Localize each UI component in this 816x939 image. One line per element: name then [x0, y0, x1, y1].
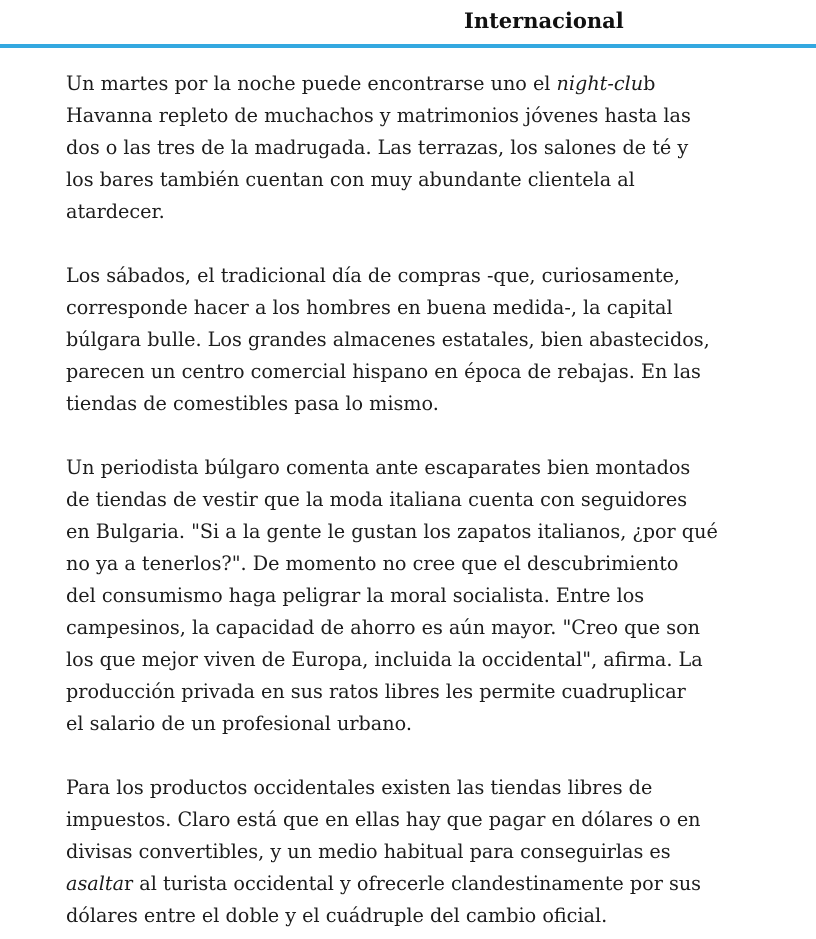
- text-line: Los sábados, el tradicional día de compras -que, curiosamente,: [66, 264, 680, 287]
- text-line: atardecer.: [66, 200, 165, 223]
- text-line: corresponde hacer a los hombres en buena medida-, la capital: [66, 296, 673, 319]
- text-line: los bares también cuentan con muy abundante clientela al: [66, 168, 635, 191]
- text-line: el salario de un profesional urbano.: [66, 712, 412, 735]
- text-line: Havanna repleto de muchachos y matrimonios jóvenes hasta las: [66, 104, 691, 127]
- text-line: impuestos. Claro está que en ellas hay que pagar en dólares o en: [66, 808, 701, 831]
- article-body: [66, 68, 766, 932]
- paragraph-2: [66, 260, 766, 420]
- text-line: parecen un centro comercial hispano en época de rebajas. En las: [66, 360, 701, 383]
- text-line: asaltar al turista occidental y ofrecerle clandestinamente por sus: [66, 872, 702, 895]
- text-line: no ya a tenerlos?". De momento no cree que el descubrimiento: [66, 552, 679, 575]
- text-line: búlgara bulle. Los grandes almacenes estatales, bien abastecidos,: [66, 328, 710, 351]
- text-line: tiendas de comestibles pasa lo mismo.: [66, 392, 439, 415]
- text-line: Un martes por la noche puede encontrarse uno el night-club: [66, 72, 656, 95]
- text-line: campesinos, la capacidad de ahorro es aún mayor. "Creo que son: [66, 616, 700, 639]
- italic-term: night-clu: [556, 72, 644, 95]
- text-line: del consumismo haga peligrar la moral socialista. Entre los: [66, 584, 645, 607]
- text-line: de tiendas de vestir que la moda italiana cuenta con seguidores: [66, 488, 688, 511]
- italic-term: asalta: [66, 872, 125, 895]
- text-line: dos o las tres de la madrugada. Las terrazas, los salones de té y: [66, 136, 689, 159]
- section-title: Internacional: [464, 8, 624, 33]
- text-line: Un periodista búlgaro comenta ante escaparates bien montados: [66, 456, 691, 479]
- text-line: en Bulgaria. "Si a la gente le gustan los zapatos italianos, ¿por qué: [66, 520, 718, 543]
- paragraph-4: [66, 772, 766, 932]
- paragraph-1: [66, 68, 766, 228]
- text-line: dólares entre el doble y el cuádruple del cambio oficial.: [66, 904, 608, 927]
- paragraph-3: [66, 452, 766, 740]
- text-line: los que mejor viven de Europa, incluida la occidental", afirma. La: [66, 648, 703, 671]
- text-line: producción privada en sus ratos libres les permite cuadruplicar: [66, 680, 686, 703]
- text-line: Para los productos occidentales existen las tiendas libres de: [66, 776, 653, 799]
- text-line: divisas convertibles, y un medio habitual para conseguirlas es: [66, 840, 671, 863]
- section-header: [0, 0, 816, 48]
